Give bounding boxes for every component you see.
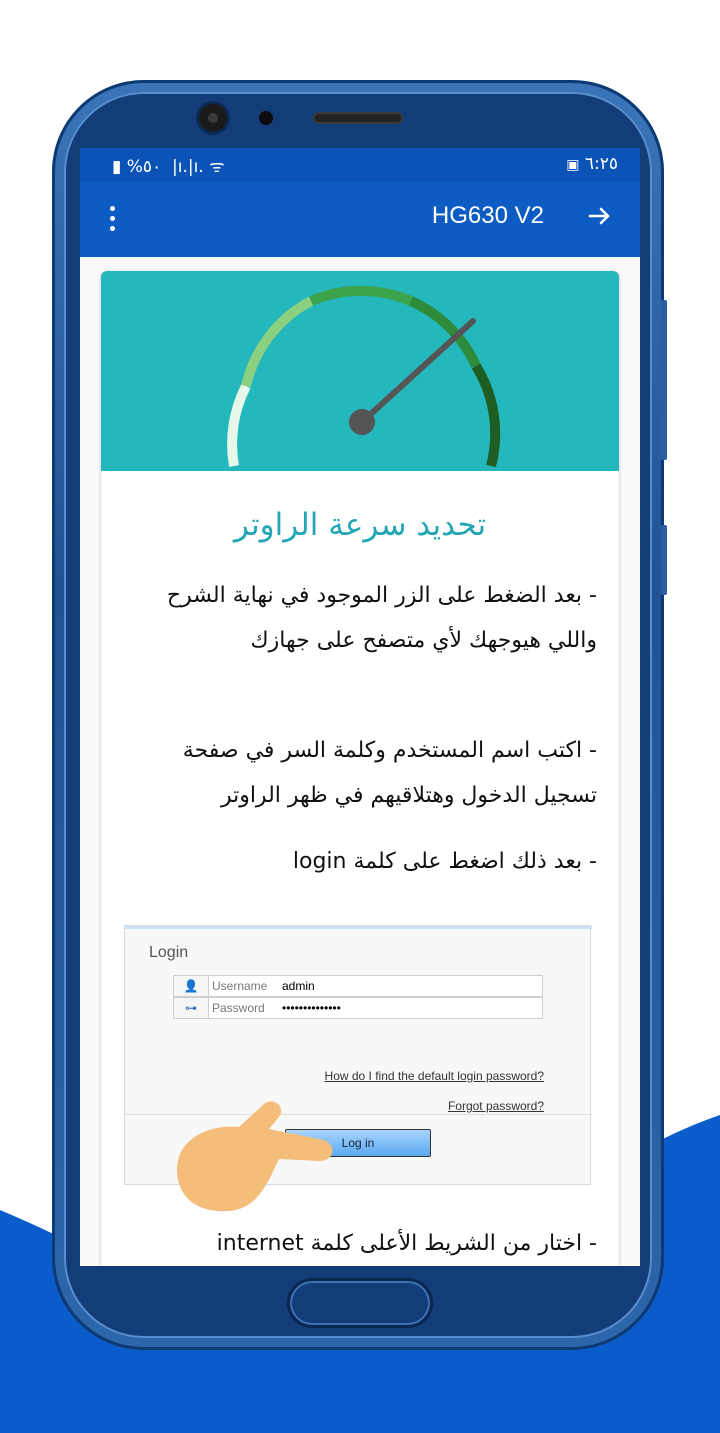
login-title: Login (149, 944, 189, 961)
home-button[interactable] (287, 1278, 433, 1328)
content-area (80, 257, 640, 1266)
front-camera (199, 104, 227, 132)
step-paragraph-1: - بعد الضغط على الزر الموجود في نهاية الشرح واللي هيوجهك لأي متصفح على جهازك (166, 583, 597, 653)
password-label: Password (212, 1001, 265, 1015)
status-left-indicators: ▮ %٥٠ |ı.|ı. ᯤ (112, 157, 225, 177)
login-button: Log in (285, 1129, 431, 1157)
header-banner (101, 271, 619, 471)
app-title: HG630 V2 (431, 202, 544, 229)
arrow-forward-icon[interactable] (586, 202, 614, 230)
step-paragraph-3: - بعد ذلك اضغط على كلمة login (292, 849, 597, 874)
volume-button (661, 525, 667, 595)
forgot-password-link: Forgot password? (447, 1099, 544, 1113)
phone-screen (80, 148, 640, 1266)
status-bar (80, 148, 640, 182)
user-icon: 👤 (174, 976, 209, 996)
key-icon: ⊶ (174, 998, 209, 1018)
password-value: •••••••••••••• (282, 1001, 341, 1015)
login-top-border (125, 926, 592, 929)
earpiece-speaker (313, 112, 403, 124)
proximity-sensor (259, 111, 273, 125)
step-paragraph-2: - اكتب اسم المستخدم وكلمة السر في صفحة تسجيل الدخول وهتلاقيهم في ظهر الراوتر (182, 738, 597, 808)
image-icon: ▣ (566, 157, 580, 173)
app-bar (80, 182, 640, 257)
power-button (661, 300, 667, 460)
speedometer-icon (101, 271, 619, 471)
password-field (173, 997, 543, 1019)
username-label: Username (212, 979, 268, 993)
default-password-link: How do I find the default login password? (324, 1069, 544, 1083)
status-time: ▣ ٦:٢٥ (566, 154, 618, 174)
article-card (101, 271, 619, 1266)
pointing-hand-icon (169, 1099, 339, 1219)
username-value: admin (282, 979, 315, 993)
username-field (173, 975, 543, 997)
article-heading: تحديد سرعة الراوتر (233, 507, 487, 543)
step-paragraph-4: - اختار من الشريط الأعلى كلمة internet (216, 1231, 597, 1256)
battery-icon: ▮ (112, 157, 122, 177)
more-vert-icon[interactable] (102, 204, 122, 236)
